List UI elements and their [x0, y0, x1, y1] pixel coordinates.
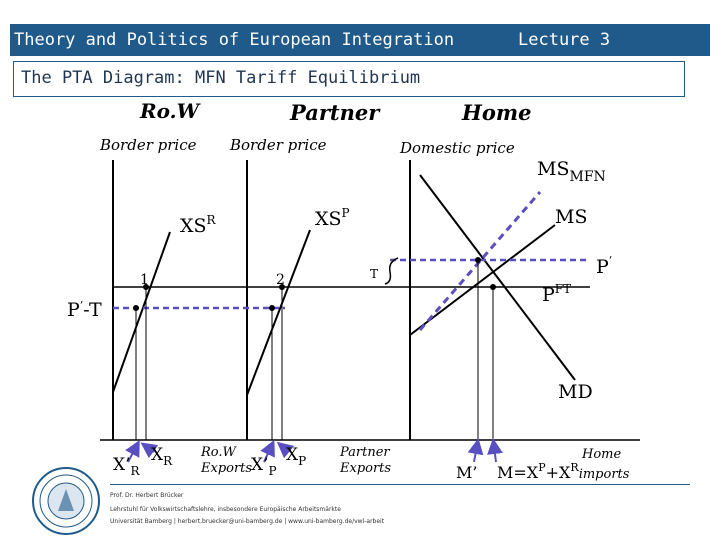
home-imports-label: Home — [582, 447, 622, 462]
p-prime-label: P’ — [596, 254, 613, 278]
partner-border-price-label: Border price — [230, 136, 327, 154]
p-prime-minus-t-label: P’-T — [67, 299, 102, 321]
footer-contact: Universität Bamberg | herbert.bruecker@uni-bamberg.de | www.uni-bamberg.de/vwl-arbeit — [110, 518, 385, 525]
xp-prime-dot — [269, 305, 275, 311]
point-1-label: 1 — [140, 272, 149, 288]
home-panel-title: Home — [462, 100, 532, 125]
xsp-label: $XS^P$ — [315, 206, 350, 230]
xr-label: $X_R$ — [151, 445, 173, 468]
pft-label: $P^{FT}$ — [542, 282, 572, 306]
xr-prime-label: $X’_R$ — [113, 455, 140, 478]
md-label: MD — [558, 381, 593, 403]
ms-mfn-label: $MS_{MFN}$ — [537, 158, 606, 185]
point-2-label: 2 — [276, 272, 285, 288]
home-domestic-price-label: Domestic price — [400, 139, 515, 157]
xp-label: $X_P$ — [286, 445, 307, 468]
footer-author: Prof. Dr. Herbert Brücker — [110, 492, 184, 499]
partner-exports-label-line1: Partner — [340, 445, 390, 460]
m-prime-arrow — [474, 446, 477, 462]
m-prime-dot — [475, 257, 481, 263]
xsr-curve — [113, 232, 170, 392]
ms-label: MS — [555, 206, 588, 228]
row-panel-title: Ro.W — [140, 99, 200, 123]
course-title: Theory and Politics of European Integration — [14, 30, 455, 50]
partner-panel-title: Partner — [290, 100, 380, 125]
slide-subtitle: The PTA Diagram: MFN Tariff Equilibrium — [21, 68, 421, 88]
row-exports-label-line1: Ro.W — [201, 445, 236, 460]
lecture-label: Lecture 3 — [518, 30, 611, 50]
row-exports-label-line2: Exports — [201, 461, 253, 476]
md-curve — [420, 175, 575, 380]
tariff-label: T — [370, 267, 379, 281]
tariff-bracket — [385, 258, 398, 284]
xsp-curve — [247, 230, 310, 395]
m-prime-label: M’ — [456, 463, 478, 482]
university-seal-icon — [30, 465, 102, 537]
m-dot — [490, 284, 496, 290]
m-arrow — [494, 446, 496, 462]
xr-prime-dot — [133, 305, 139, 311]
m-equation-label: $M=X^P+X^R_{imports}$ — [497, 461, 630, 482]
footer-chair: Lehrstuhl für Volkswirtschaftslehre, insbesondere Europäische Arbeitsmärkte — [110, 506, 341, 513]
footer-divider — [110, 484, 690, 485]
partner-exports-label-line2: Exports — [340, 461, 392, 476]
xp-prime-label: $X’_P$ — [251, 455, 277, 478]
xsr-label: $XS^R$ — [180, 213, 216, 237]
row-border-price-label: Border price — [100, 136, 197, 154]
